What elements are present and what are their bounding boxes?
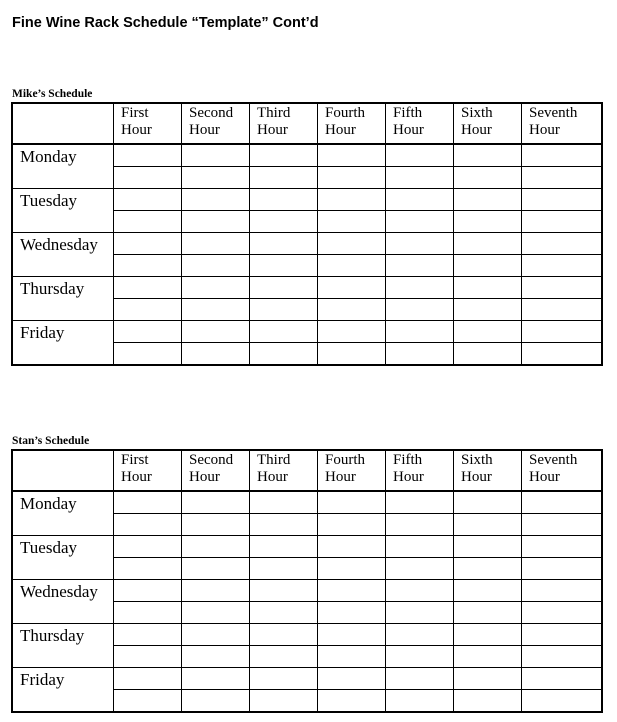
schedule-cell[interactable] <box>454 558 522 580</box>
hour-header <box>114 451 182 492</box>
schedule-cell[interactable] <box>386 668 454 690</box>
schedule-cell[interactable] <box>114 255 182 277</box>
schedule-cell[interactable] <box>454 144 522 167</box>
header-row <box>13 104 602 145</box>
schedule-cell[interactable] <box>182 558 250 580</box>
hour-header-line2: Hour <box>325 122 356 138</box>
schedule-cell[interactable] <box>114 277 182 299</box>
schedule-cell[interactable] <box>250 580 318 602</box>
schedule-cell[interactable] <box>250 277 318 299</box>
schedule-cell[interactable] <box>318 343 386 365</box>
hour-header-line2: Hour <box>121 469 152 485</box>
schedule-cell[interactable] <box>386 321 454 343</box>
schedule-cell[interactable] <box>522 514 602 536</box>
schedule-cell[interactable] <box>182 668 250 690</box>
schedule-cell[interactable] <box>454 233 522 255</box>
mike-schedule-label: Mike’s Schedule <box>12 88 93 100</box>
schedule-cell[interactable] <box>522 690 602 712</box>
stan-schedule-body <box>13 451 602 712</box>
schedule-cell[interactable] <box>386 167 454 189</box>
hour-header-line2: Hour <box>189 469 220 485</box>
schedule-cell[interactable] <box>182 211 250 233</box>
table-row <box>13 491 602 514</box>
hour-header <box>386 104 454 145</box>
schedule-cell[interactable] <box>318 299 386 321</box>
schedule-cell[interactable] <box>386 343 454 365</box>
schedule-cell[interactable] <box>250 558 318 580</box>
hour-header-line2: Hour <box>325 469 356 485</box>
schedule-cell[interactable] <box>454 189 522 211</box>
schedule-cell[interactable] <box>386 514 454 536</box>
corner-cell <box>13 104 114 145</box>
schedule-cell[interactable] <box>250 602 318 624</box>
table-row <box>13 668 602 690</box>
schedule-cell[interactable] <box>454 624 522 646</box>
table-row <box>13 321 602 343</box>
hour-header <box>454 104 522 145</box>
stan-schedule-label: Stan’s Schedule <box>12 435 90 447</box>
schedule-cell[interactable] <box>114 668 182 690</box>
hour-header-line1: Sixth <box>461 105 493 121</box>
hour-header-line2: Hour <box>529 122 560 138</box>
schedule-cell[interactable] <box>522 211 602 233</box>
hour-header-line1: First <box>121 105 149 121</box>
schedule-cell[interactable] <box>250 491 318 514</box>
schedule-cell[interactable] <box>386 189 454 211</box>
schedule-cell[interactable] <box>386 602 454 624</box>
hour-header-line2: Hour <box>393 122 424 138</box>
schedule-cell[interactable] <box>114 189 182 211</box>
schedule-cell[interactable] <box>114 144 182 167</box>
hour-header-line1: Fourth <box>325 452 366 468</box>
schedule-cell[interactable] <box>522 233 602 255</box>
header-row <box>13 451 602 492</box>
schedule-cell[interactable] <box>454 690 522 712</box>
schedule-cell[interactable] <box>114 558 182 580</box>
hour-header <box>522 451 602 492</box>
hour-header <box>454 451 522 492</box>
corner-cell <box>13 451 114 492</box>
schedule-cell[interactable] <box>522 321 602 343</box>
schedule-cell[interactable] <box>114 690 182 712</box>
day-label: Wednesday <box>13 580 114 624</box>
hour-header <box>522 104 602 145</box>
schedule-cell[interactable] <box>182 321 250 343</box>
day-label: Friday <box>13 668 114 712</box>
schedule-cell[interactable] <box>386 536 454 558</box>
schedule-cell[interactable] <box>182 167 250 189</box>
schedule-cell[interactable] <box>114 321 182 343</box>
schedule-cell[interactable] <box>522 277 602 299</box>
table-row <box>13 277 602 299</box>
mike-schedule-table <box>12 103 602 365</box>
schedule-cell[interactable] <box>318 624 386 646</box>
schedule-cell[interactable] <box>318 690 386 712</box>
schedule-cell[interactable] <box>454 646 522 668</box>
table-row <box>13 536 602 558</box>
schedule-cell[interactable] <box>250 536 318 558</box>
hour-header <box>386 451 454 492</box>
schedule-cell[interactable] <box>114 167 182 189</box>
schedule-cell[interactable] <box>114 299 182 321</box>
hour-header-line1: Third <box>257 452 291 468</box>
hour-header <box>250 104 318 145</box>
hour-header-line1: Seventh <box>529 105 578 121</box>
schedule-cell[interactable] <box>318 646 386 668</box>
schedule-cell[interactable] <box>114 514 182 536</box>
schedule-cell[interactable] <box>386 491 454 514</box>
schedule-cell[interactable] <box>522 255 602 277</box>
hour-header-line2: Hour <box>393 469 424 485</box>
schedule-cell[interactable] <box>182 189 250 211</box>
schedule-cell[interactable] <box>454 299 522 321</box>
schedule-cell[interactable] <box>386 624 454 646</box>
schedule-cell[interactable] <box>114 624 182 646</box>
schedule-cell[interactable] <box>318 255 386 277</box>
schedule-cell[interactable] <box>250 299 318 321</box>
schedule-cell[interactable] <box>250 646 318 668</box>
schedule-cell[interactable] <box>386 646 454 668</box>
schedule-cell[interactable] <box>250 144 318 167</box>
schedule-cell[interactable] <box>114 580 182 602</box>
schedule-cell[interactable] <box>182 624 250 646</box>
schedule-cell[interactable] <box>386 277 454 299</box>
schedule-cell[interactable] <box>386 233 454 255</box>
day-label: Friday <box>13 321 114 365</box>
schedule-cell[interactable] <box>522 668 602 690</box>
schedule-cell[interactable] <box>522 167 602 189</box>
schedule-cell[interactable] <box>454 536 522 558</box>
hour-header-line1: Second <box>189 452 234 468</box>
schedule-cell[interactable] <box>182 646 250 668</box>
day-label: Thursday <box>13 277 114 321</box>
schedule-cell[interactable] <box>522 189 602 211</box>
schedule-cell[interactable] <box>114 536 182 558</box>
hour-header-line1: First <box>121 452 149 468</box>
hour-header-line2: Hour <box>121 122 152 138</box>
schedule-cell[interactable] <box>454 167 522 189</box>
stan-schedule-table <box>12 450 602 712</box>
hour-header-line1: Fourth <box>325 105 366 121</box>
schedule-cell[interactable] <box>522 491 602 514</box>
schedule-cell[interactable] <box>114 602 182 624</box>
schedule-cell[interactable] <box>250 211 318 233</box>
schedule-cell[interactable] <box>318 558 386 580</box>
hour-header-line1: Third <box>257 105 291 121</box>
schedule-cell[interactable] <box>522 144 602 167</box>
schedule-cell[interactable] <box>454 668 522 690</box>
schedule-cell[interactable] <box>182 580 250 602</box>
schedule-cell[interactable] <box>318 211 386 233</box>
schedule-cell[interactable] <box>454 580 522 602</box>
schedule-cell[interactable] <box>182 536 250 558</box>
schedule-cell[interactable] <box>386 299 454 321</box>
hour-header-line2: Hour <box>529 469 560 485</box>
day-label: Monday <box>13 491 114 536</box>
schedule-cell[interactable] <box>182 299 250 321</box>
schedule-cell[interactable] <box>318 277 386 299</box>
table-row <box>13 233 602 255</box>
hour-header <box>250 451 318 492</box>
day-label: Wednesday <box>13 233 114 277</box>
schedule-cell[interactable] <box>318 668 386 690</box>
schedule-cell[interactable] <box>114 233 182 255</box>
schedule-cell[interactable] <box>386 558 454 580</box>
hour-header <box>318 451 386 492</box>
schedule-cell[interactable] <box>522 580 602 602</box>
mike-schedule-body <box>13 104 602 365</box>
table-row <box>13 144 602 167</box>
schedule-cell[interactable] <box>182 255 250 277</box>
schedule-cell[interactable] <box>318 167 386 189</box>
schedule-cell[interactable] <box>522 558 602 580</box>
schedule-cell[interactable] <box>182 514 250 536</box>
schedule-cell[interactable] <box>318 144 386 167</box>
page-title: Fine Wine Rack Schedule “Template” Cont’d <box>12 15 319 31</box>
schedule-cell[interactable] <box>454 277 522 299</box>
hour-header <box>182 104 250 145</box>
hour-header-line2: Hour <box>461 122 492 138</box>
table-row <box>13 189 602 211</box>
schedule-cell[interactable] <box>182 690 250 712</box>
schedule-cell[interactable] <box>386 690 454 712</box>
schedule-cell[interactable] <box>522 646 602 668</box>
schedule-cell[interactable] <box>454 602 522 624</box>
schedule-cell[interactable] <box>250 233 318 255</box>
schedule-cell[interactable] <box>522 536 602 558</box>
schedule-cell[interactable] <box>250 321 318 343</box>
schedule-cell[interactable] <box>318 321 386 343</box>
schedule-cell[interactable] <box>182 233 250 255</box>
schedule-cell[interactable] <box>250 189 318 211</box>
schedule-cell[interactable] <box>250 514 318 536</box>
day-label: Tuesday <box>13 189 114 233</box>
hour-header <box>114 104 182 145</box>
schedule-cell[interactable] <box>182 277 250 299</box>
schedule-cell[interactable] <box>318 491 386 514</box>
table-row <box>13 580 602 602</box>
schedule-cell[interactable] <box>318 233 386 255</box>
hour-header-line2: Hour <box>257 122 288 138</box>
schedule-cell[interactable] <box>250 167 318 189</box>
schedule-cell[interactable] <box>386 255 454 277</box>
schedule-cell[interactable] <box>318 580 386 602</box>
schedule-cell[interactable] <box>250 343 318 365</box>
schedule-cell[interactable] <box>182 343 250 365</box>
hour-header-line1: Seventh <box>529 452 578 468</box>
schedule-cell[interactable] <box>386 580 454 602</box>
hour-header-line2: Hour <box>461 469 492 485</box>
hour-header-line1: Fifth <box>393 452 423 468</box>
schedule-cell[interactable] <box>386 211 454 233</box>
schedule-cell[interactable] <box>522 299 602 321</box>
day-label: Tuesday <box>13 536 114 580</box>
schedule-cell[interactable] <box>250 255 318 277</box>
schedule-cell[interactable] <box>454 211 522 233</box>
schedule-cell[interactable] <box>522 624 602 646</box>
schedule-cell[interactable] <box>386 144 454 167</box>
schedule-cell[interactable] <box>454 343 522 365</box>
schedule-cell[interactable] <box>250 690 318 712</box>
schedule-cell[interactable] <box>114 491 182 514</box>
schedule-cell[interactable] <box>182 602 250 624</box>
hour-header <box>182 451 250 492</box>
hour-header-line1: Second <box>189 105 234 121</box>
schedule-cell[interactable] <box>454 321 522 343</box>
day-label: Monday <box>13 144 114 189</box>
schedule-cell[interactable] <box>250 668 318 690</box>
schedule-cell[interactable] <box>454 514 522 536</box>
hour-header <box>318 104 386 145</box>
schedule-cell[interactable] <box>522 602 602 624</box>
schedule-cell[interactable] <box>318 514 386 536</box>
schedule-cell[interactable] <box>318 536 386 558</box>
hour-header-line2: Hour <box>257 469 288 485</box>
schedule-cell[interactable] <box>114 646 182 668</box>
hour-header-line1: Fifth <box>393 105 423 121</box>
day-label: Thursday <box>13 624 114 668</box>
schedule-cell[interactable] <box>114 211 182 233</box>
schedule-cell[interactable] <box>454 491 522 514</box>
table-row <box>13 624 602 646</box>
schedule-cell[interactable] <box>318 189 386 211</box>
schedule-cell[interactable] <box>182 491 250 514</box>
schedule-cell[interactable] <box>522 343 602 365</box>
hour-header-line2: Hour <box>189 122 220 138</box>
schedule-cell[interactable] <box>250 624 318 646</box>
schedule-cell[interactable] <box>182 144 250 167</box>
hour-header-line1: Sixth <box>461 452 493 468</box>
schedule-cell[interactable] <box>114 343 182 365</box>
schedule-cell[interactable] <box>454 255 522 277</box>
schedule-cell[interactable] <box>318 602 386 624</box>
